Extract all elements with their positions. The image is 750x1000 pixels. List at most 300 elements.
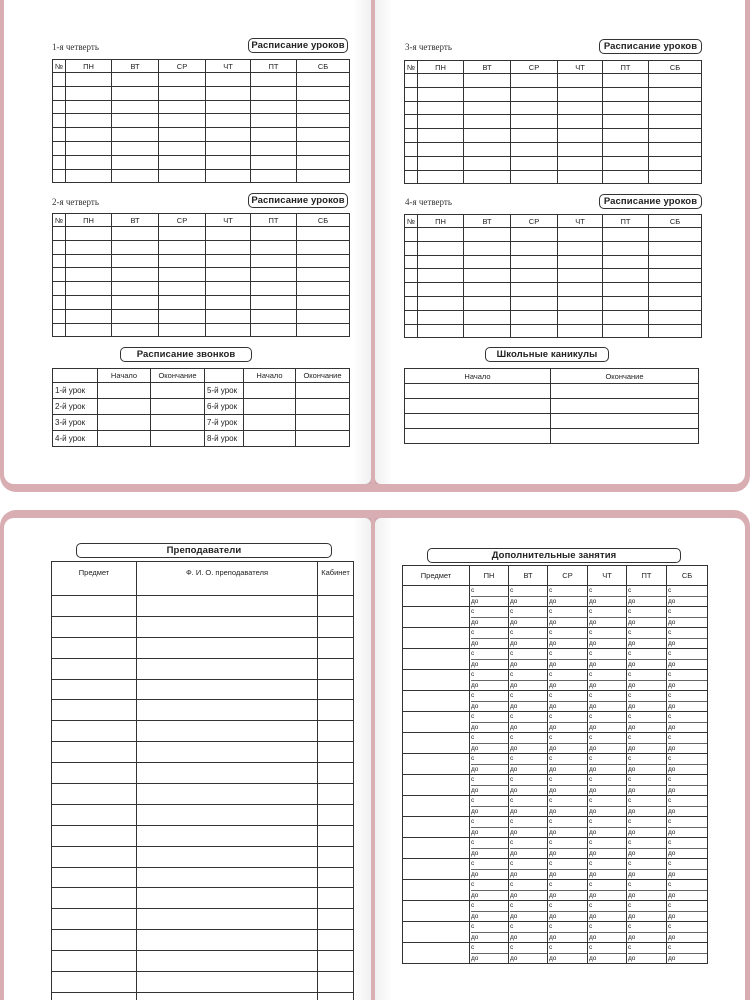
to-label: до [549, 911, 587, 922]
from-label: с [628, 629, 632, 636]
teachers-rows [52, 596, 354, 1000]
schedule-row [405, 87, 702, 101]
from-label: с [471, 692, 475, 699]
to-label: до [668, 764, 707, 775]
teachers-room-header: Кабинет [318, 562, 354, 596]
to-label: до [628, 785, 666, 796]
from-label: с [510, 797, 514, 804]
from-label: с [628, 860, 632, 867]
from-label: с [549, 734, 553, 741]
to-label: до [471, 596, 508, 607]
from-label: с [668, 839, 672, 846]
from-label: с [549, 839, 553, 846]
to-label: до [510, 785, 547, 796]
day-header: СР [159, 60, 206, 73]
to-label: до [628, 890, 666, 901]
schedule-table-q3 [404, 60, 702, 184]
schedule-row [405, 241, 702, 255]
from-label: с [549, 818, 553, 825]
schedule-row [405, 283, 702, 297]
to-label: до [589, 806, 626, 817]
lesson-label: 2-й урок [53, 399, 98, 415]
to-label: до [589, 701, 626, 712]
to-label: до [510, 617, 547, 628]
page-bottom-left [4, 518, 371, 1000]
schedule-table-q4 [404, 214, 702, 338]
from-label: с [668, 881, 672, 888]
teacher-row [52, 992, 354, 1000]
schedule-row [53, 128, 350, 142]
day-header: ЧТ [558, 215, 603, 228]
from-label: с [589, 776, 593, 783]
extra-day-header: ПН [470, 566, 509, 586]
from-label: с [668, 923, 672, 930]
schedule-grid [404, 60, 702, 184]
from-label: с [471, 713, 475, 720]
bells-start-header-2: Начало [244, 369, 296, 383]
to-label: до [471, 638, 508, 649]
day-header: ВТ [464, 215, 511, 228]
holidays-title: Школьные каникулы [485, 347, 609, 362]
schedule-grid [404, 214, 702, 338]
to-label: до [549, 701, 587, 712]
to-label: до [628, 659, 666, 670]
from-label: с [471, 902, 475, 909]
from-label: с [549, 944, 553, 951]
bells-row [53, 383, 350, 399]
to-label: до [589, 617, 626, 628]
schedule-grid [52, 213, 350, 337]
to-label: до [549, 638, 587, 649]
from-label: с [668, 902, 672, 909]
from-label: с [668, 797, 672, 804]
holidays-start-header: Начало [405, 369, 551, 384]
schedule-row [53, 73, 350, 87]
extra-row [403, 607, 708, 628]
to-label: до [510, 680, 547, 691]
from-label: с [628, 671, 632, 678]
day-header: ПН [418, 61, 464, 74]
to-label: до [510, 827, 547, 838]
from-label: с [628, 797, 632, 804]
lesson-label: 7-й урок [205, 415, 244, 431]
from-label: с [549, 797, 553, 804]
from-label: с [510, 818, 514, 825]
from-label: с [549, 650, 553, 657]
to-label: до [668, 953, 707, 964]
teacher-row [52, 804, 354, 825]
schedule-title-q2: Расписание уроков [248, 193, 348, 208]
from-label: с [668, 587, 672, 594]
extra-day-header: ЧТ [588, 566, 627, 586]
from-label: с [510, 692, 514, 699]
from-label: с [510, 629, 514, 636]
to-label: до [549, 848, 587, 859]
from-label: с [589, 713, 593, 720]
to-label: до [549, 785, 587, 796]
from-label: с [510, 650, 514, 657]
to-label: до [549, 659, 587, 670]
day-header: ПН [418, 215, 464, 228]
schedule-row [53, 155, 350, 169]
from-label: с [589, 881, 593, 888]
schedule-row [405, 228, 702, 242]
from-label: с [628, 608, 632, 615]
to-label: до [549, 806, 587, 817]
to-label: до [510, 869, 547, 880]
to-label: до [628, 764, 666, 775]
to-label: до [471, 743, 508, 754]
to-label: до [628, 701, 666, 712]
from-label: с [510, 734, 514, 741]
to-label: до [628, 806, 666, 817]
schedule-row [53, 240, 350, 254]
to-label: до [589, 764, 626, 775]
from-label: с [510, 713, 514, 720]
schedule-row [405, 324, 702, 338]
from-label: с [471, 629, 475, 636]
schedule-title-q4: Расписание уроков [599, 194, 702, 209]
schedule-row [53, 114, 350, 128]
to-label: до [589, 638, 626, 649]
from-label: с [510, 608, 514, 615]
teacher-row [52, 888, 354, 909]
from-label: с [589, 797, 593, 804]
holidays-row [405, 384, 699, 399]
bells-row [53, 431, 350, 447]
from-label: с [668, 734, 672, 741]
extra-title: Дополнительные занятия [427, 548, 681, 563]
to-label: до [549, 743, 587, 754]
extra-row [403, 691, 708, 712]
number-header: № [405, 61, 418, 74]
extra-rows [403, 586, 708, 964]
lesson-label: 3-й урок [53, 415, 98, 431]
from-label: с [510, 587, 514, 594]
to-label: до [549, 869, 587, 880]
teacher-row [52, 763, 354, 784]
teacher-row [52, 909, 354, 930]
extra-row [403, 670, 708, 691]
extra-day-header: ПТ [627, 566, 667, 586]
from-label: с [510, 755, 514, 762]
extra-day-header: СР [548, 566, 588, 586]
schedule-row [405, 170, 702, 184]
extra-subject-header: Предмет [403, 566, 470, 586]
from-label: с [628, 902, 632, 909]
schedule-row [405, 115, 702, 129]
extra-row [403, 586, 708, 607]
to-label: до [589, 722, 626, 733]
day-header: ЧТ [206, 214, 251, 227]
from-label: с [549, 923, 553, 930]
to-label: до [471, 701, 508, 712]
from-label: с [628, 881, 632, 888]
to-label: до [510, 596, 547, 607]
from-label: с [589, 587, 593, 594]
from-label: с [628, 734, 632, 741]
to-label: до [510, 890, 547, 901]
schedule-row [405, 269, 702, 283]
lesson-label: 5-й урок [205, 383, 244, 399]
teacher-row [52, 616, 354, 637]
day-header: ПТ [251, 60, 297, 73]
schedule-row [405, 101, 702, 115]
to-label: до [549, 827, 587, 838]
schedule-row [53, 86, 350, 100]
day-header: ЧТ [558, 61, 603, 74]
to-label: до [589, 680, 626, 691]
from-label: с [668, 650, 672, 657]
bells-title: Расписание звонков [120, 347, 252, 362]
from-label: с [510, 944, 514, 951]
from-label: с [510, 671, 514, 678]
quarter-1-label: 1-я четверть [52, 42, 99, 52]
schedule-table-q2 [52, 213, 350, 337]
teachers-title: Преподаватели [76, 543, 332, 558]
from-label: с [628, 713, 632, 720]
to-label: до [589, 827, 626, 838]
bells-end-header: Окончание [151, 369, 205, 383]
extra-row [403, 859, 708, 880]
to-label: до [510, 911, 547, 922]
schedule-grid [52, 59, 350, 183]
to-label: до [668, 869, 707, 880]
day-header: СР [511, 215, 558, 228]
extra-row [403, 880, 708, 901]
to-label: до [589, 890, 626, 901]
bells-table [52, 368, 350, 447]
teachers-subject-header: Предмет [52, 562, 137, 596]
bells-row [53, 415, 350, 431]
day-header: ПТ [603, 61, 649, 74]
from-label: с [510, 881, 514, 888]
teacher-row [52, 867, 354, 888]
from-label: с [471, 776, 475, 783]
to-label: до [668, 890, 707, 901]
to-label: до [628, 680, 666, 691]
to-label: до [549, 617, 587, 628]
day-header: СБ [649, 215, 702, 228]
teacher-row [52, 825, 354, 846]
from-label: с [589, 818, 593, 825]
to-label: до [589, 596, 626, 607]
from-label: с [510, 839, 514, 846]
quarter-2-label: 2-я четверть [52, 197, 99, 207]
day-header: ПТ [603, 215, 649, 228]
to-label: до [589, 848, 626, 859]
from-label: с [589, 671, 593, 678]
extra-day-header: СБ [667, 566, 708, 586]
from-label: с [668, 944, 672, 951]
teacher-row [52, 742, 354, 763]
to-label: до [549, 722, 587, 733]
from-label: с [628, 818, 632, 825]
from-label: с [471, 881, 475, 888]
to-label: до [589, 932, 626, 943]
extra-day-header: ВТ [509, 566, 548, 586]
number-header: № [53, 60, 66, 73]
extra-row [403, 796, 708, 817]
teacher-row [52, 596, 354, 617]
to-label: до [668, 911, 707, 922]
quarter-4-label: 4-я четверть [405, 197, 452, 207]
from-label: с [668, 860, 672, 867]
from-label: с [628, 650, 632, 657]
from-label: с [549, 671, 553, 678]
from-label: с [668, 608, 672, 615]
to-label: до [668, 743, 707, 754]
to-label: до [668, 785, 707, 796]
from-label: с [549, 692, 553, 699]
teacher-row [52, 721, 354, 742]
to-label: до [589, 869, 626, 880]
to-label: до [589, 743, 626, 754]
day-header: ВТ [464, 61, 511, 74]
schedule-row [53, 100, 350, 114]
teacher-row [52, 972, 354, 993]
teacher-row [52, 637, 354, 658]
to-label: до [471, 617, 508, 628]
holidays-row [405, 399, 699, 414]
to-label: до [549, 890, 587, 901]
to-label: до [549, 953, 587, 964]
from-label: с [549, 713, 553, 720]
to-label: до [628, 722, 666, 733]
schedule-row [53, 295, 350, 309]
from-label: с [510, 776, 514, 783]
day-header: СБ [297, 214, 350, 227]
from-label: с [510, 902, 514, 909]
from-label: с [668, 671, 672, 678]
to-label: до [628, 848, 666, 859]
to-label: до [471, 932, 508, 943]
to-label: до [510, 806, 547, 817]
to-label: до [668, 701, 707, 712]
holidays-end-header: Окончание [551, 369, 699, 384]
from-label: с [471, 671, 475, 678]
from-label: с [549, 881, 553, 888]
bottom-spread [0, 510, 750, 1000]
schedule-row [405, 156, 702, 170]
extra-table [402, 565, 708, 964]
to-label: до [628, 953, 666, 964]
day-header: ВТ [112, 214, 159, 227]
day-header: СБ [649, 61, 702, 74]
day-header: ПТ [251, 214, 297, 227]
day-header: ПН [66, 214, 112, 227]
extra-row [403, 754, 708, 775]
to-label: до [628, 638, 666, 649]
bells-end-header-2: Окончание [296, 369, 350, 383]
schedule-row [53, 141, 350, 155]
to-label: до [628, 911, 666, 922]
to-label: до [668, 932, 707, 943]
to-label: до [510, 953, 547, 964]
from-label: с [589, 629, 593, 636]
from-label: с [589, 650, 593, 657]
to-label: до [471, 806, 508, 817]
to-label: до [668, 617, 707, 628]
from-label: с [668, 692, 672, 699]
from-label: с [589, 608, 593, 615]
lesson-label: 4-й урок [53, 431, 98, 447]
extra-row [403, 901, 708, 922]
from-label: с [549, 755, 553, 762]
from-label: с [471, 944, 475, 951]
from-label: с [628, 587, 632, 594]
from-label: с [589, 692, 593, 699]
to-label: до [471, 785, 508, 796]
to-label: до [510, 848, 547, 859]
to-label: до [668, 638, 707, 649]
from-label: с [628, 839, 632, 846]
from-label: с [549, 629, 553, 636]
from-label: с [589, 839, 593, 846]
extra-row [403, 775, 708, 796]
to-label: до [549, 764, 587, 775]
schedule-row [405, 142, 702, 156]
bells-start-header: Начало [98, 369, 151, 383]
to-label: до [471, 827, 508, 838]
to-label: до [471, 890, 508, 901]
to-label: до [668, 659, 707, 670]
teacher-row [52, 784, 354, 805]
from-label: с [510, 923, 514, 930]
teacher-row [52, 658, 354, 679]
from-label: с [549, 608, 553, 615]
day-header: ЧТ [206, 60, 251, 73]
schedule-row [53, 268, 350, 282]
from-label: с [510, 860, 514, 867]
page-top-left [4, 0, 371, 484]
from-label: с [471, 839, 475, 846]
to-label: до [668, 806, 707, 817]
from-label: с [471, 797, 475, 804]
from-label: с [471, 608, 475, 615]
holidays-row [405, 429, 699, 444]
to-label: до [589, 911, 626, 922]
page-top-right [375, 0, 745, 484]
to-label: до [510, 764, 547, 775]
from-label: с [668, 818, 672, 825]
to-label: до [628, 869, 666, 880]
schedule-row [405, 296, 702, 310]
extra-header-row [403, 566, 708, 586]
schedule-title-q1: Расписание уроков [248, 38, 348, 53]
to-label: до [510, 638, 547, 649]
teachers-name-header: Ф. И. О. преподавателя [137, 562, 318, 596]
from-label: с [549, 902, 553, 909]
from-label: с [549, 860, 553, 867]
from-label: с [668, 713, 672, 720]
to-label: до [471, 659, 508, 670]
teacher-row [52, 700, 354, 721]
extra-row [403, 922, 708, 943]
from-label: с [589, 944, 593, 951]
to-label: до [589, 953, 626, 964]
schedule-row [405, 255, 702, 269]
from-label: с [589, 755, 593, 762]
schedule-row [405, 129, 702, 143]
teacher-row [52, 951, 354, 972]
to-label: до [510, 932, 547, 943]
holidays-table [404, 368, 699, 444]
to-label: до [471, 848, 508, 859]
bells-row [53, 399, 350, 415]
to-label: до [628, 596, 666, 607]
to-label: до [510, 722, 547, 733]
